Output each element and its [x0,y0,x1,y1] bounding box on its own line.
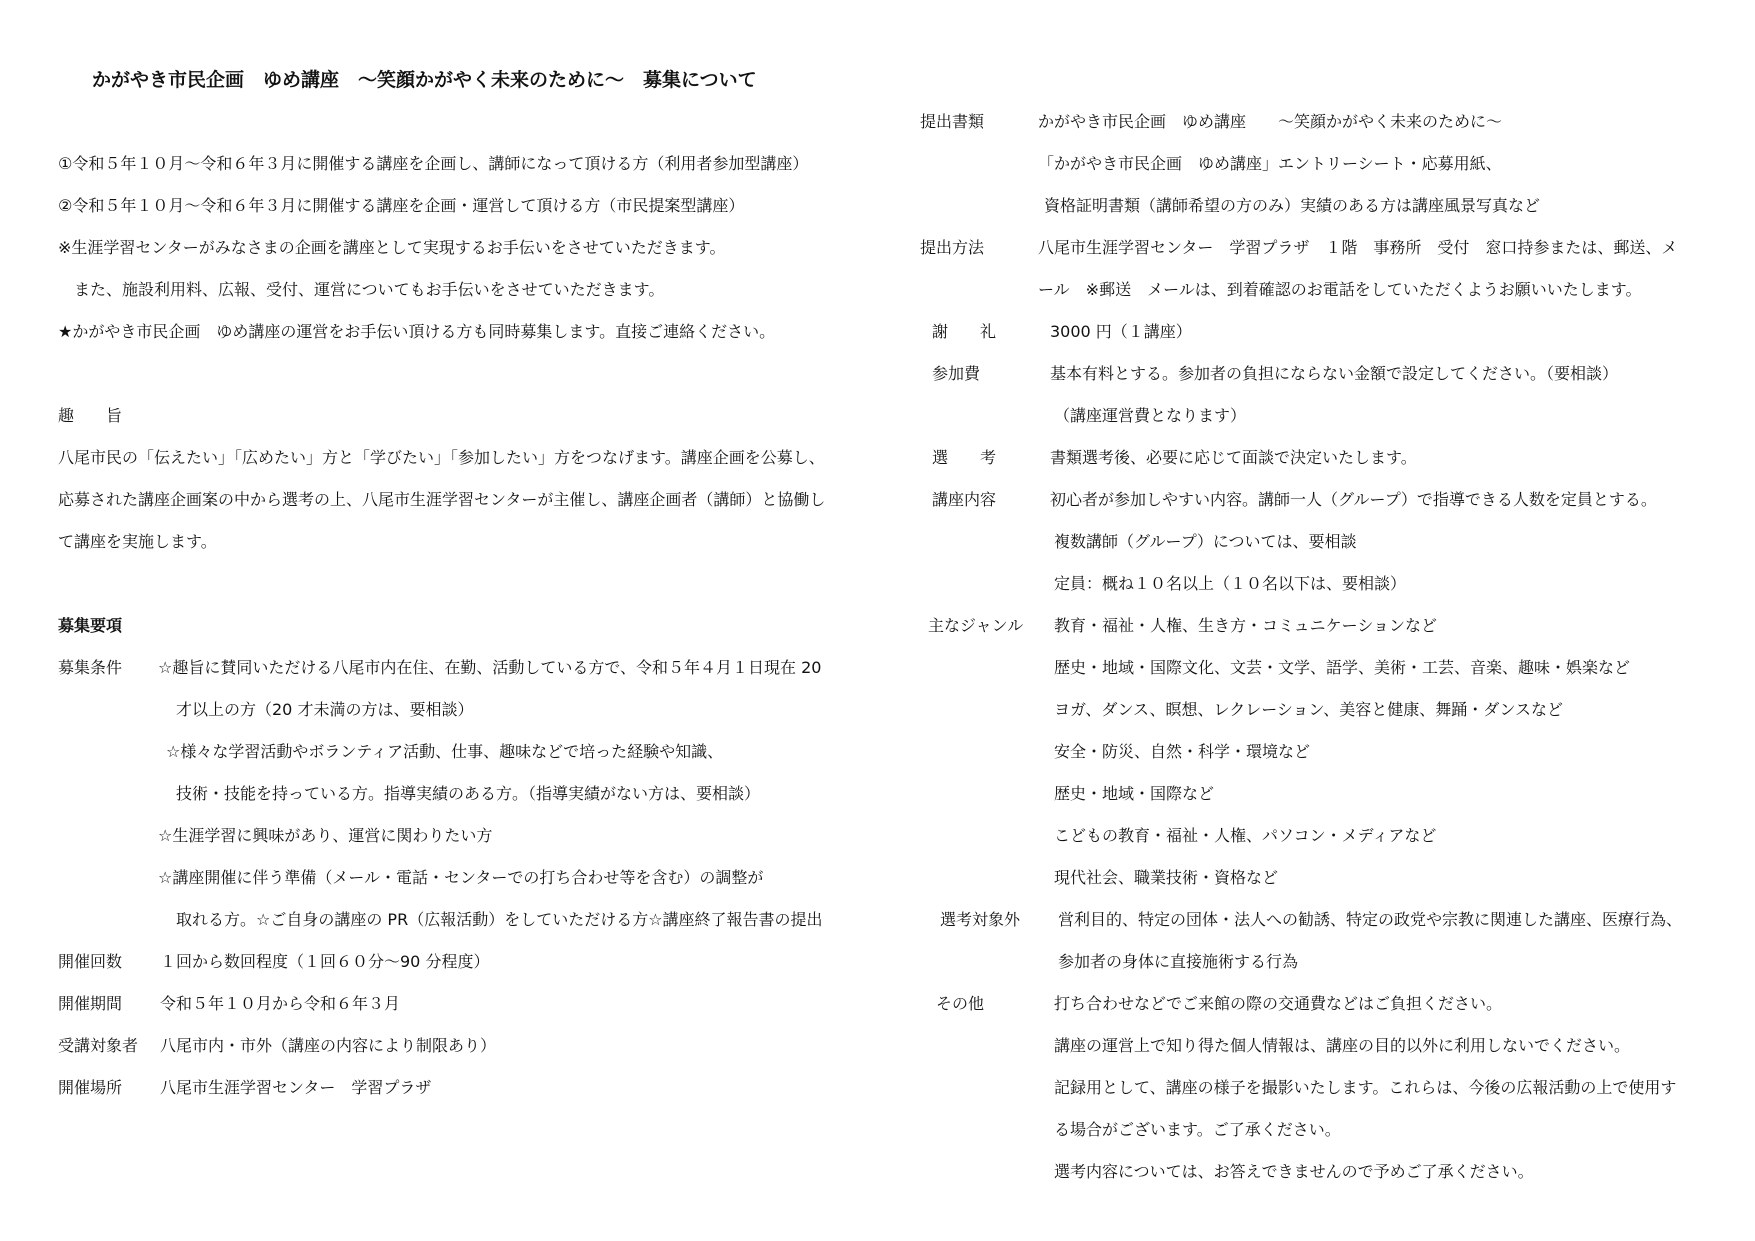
content-line-3: 定員：概ね１０名以上（１０名以下は、要相談） [1054,574,1407,593]
selection-value: 書類選考後、必要に応じて面談で決定いたします。 [1050,448,1417,467]
place-value: 八尾市生涯学習センター 学習プラザ [160,1078,432,1097]
intro-line-4: また、施設利用料、広報、受付、運営についてもお手伝いをさせていただきます。 [58,280,665,299]
intro-line-3: ※生涯学習センターがみなさまの企画を講座として実現するお手伝いをさせていただきます。 [58,238,726,257]
participation-line-1: 基本有料とする。参加者の負担にならない金額で設定してください。（要相談） [1050,364,1619,383]
period-value: 令和５年１０月から令和６年３月 [160,994,401,1013]
place-label: 開催場所 [58,1078,123,1097]
content-label: 講座内容 [932,490,997,509]
documents-label: 提出書類 [920,112,985,131]
page-title: かがやき市民企画 ゆめ講座 ～笑顔かがやく未来のために～ 募集について [92,69,757,91]
genre-line-3: ヨガ、ダンス、瞑想、レクレーション、美容と健康、舞踊・ダンスなど [1054,700,1563,719]
intro-line-5: ★かがやき市民企画 ゆめ講座の運営をお手伝い頂ける方も同時募集します。直接ご連絡ください。 [58,322,776,341]
method-line-1: 八尾市生涯学習センター 学習プラザ １階 事務所 受付 窓口持参または、郵送、メ [1038,238,1678,257]
condition-line-7: 取れる方。☆ご自身の講座の PR（広報活動）をしていただける方☆講座終了報告書の提出 [160,910,823,929]
condition-line-5: ☆生涯学習に興味があり、運営に関わりたい方 [158,826,493,845]
documents-line-3: 資格証明書類（講師希望の方のみ）実績のある方は講座風景写真など [1044,196,1541,215]
condition-line-6: ☆講座開催に伴う準備（メール・電話・センターでの打ち合わせ等を含む）の調整が [158,868,764,887]
documents-line-2: 「かがやき市民企画 ゆめ講座」エントリーシート・応募用紙、 [1038,154,1502,173]
purpose-line-2: 応募された講座企画案の中から選考の上、八尾市生涯学習センターが主催し、講座企画者（講師）と協働し [58,490,826,509]
period-label: 開催期間 [58,994,123,1013]
purpose-line-3: て講座を実施します。 [58,532,217,551]
count-value: １回から数回程度（１回６０分～90 分程度） [160,952,490,971]
intro-line-1: ①令和５年１０月～令和６年３月に開催する講座を企画し、講師になって頂ける方（利用者参加型講座） [58,154,809,173]
condition-line-1: ☆趣旨に賛同いただける八尾市内在住、在勤、活動している方で、令和５年４月１日現在 20 [158,658,822,677]
method-line-2: ール ※郵送 メールは、到着確認のお電話をしていただくようお願いいたします。 [1038,280,1642,299]
fee-label: 謝 礼 [932,322,997,341]
excluded-label: 選考対象外 [940,910,1021,929]
other-label: その他 [936,994,985,1013]
participation-label: 参加費 [932,364,981,383]
other-line-5: 選考内容については、お答えできませんので予めご了承ください。 [1054,1162,1534,1181]
count-label: 開催回数 [58,952,123,971]
content-line-2: 複数講師（グループ）については、要相談 [1054,532,1357,551]
method-label: 提出方法 [920,238,985,257]
target-value: 八尾市内・市外（講座の内容により制限あり） [160,1036,497,1055]
other-line-4: る場合がございます。ご了承ください。 [1054,1120,1341,1139]
conditions-label: 募集条件 [58,658,123,677]
condition-line-3: ☆様々な学習活動やボランティア活動、仕事、趣味などで培った経験や知識、 [166,742,724,761]
other-line-1: 打ち合わせなどでご来館の際の交通費などはご負担ください。 [1054,994,1503,1013]
requirements-heading: 募集要項 [58,616,123,635]
genre-line-5: 歴史・地域・国際など [1054,784,1215,803]
genre-line-1: 教育・福祉・人権、生き方・コミュニケーションなど [1054,616,1438,635]
genre-line-2: 歴史・地域・国際文化、文芸・文学、語学、美術・工芸、音楽、趣味・娯楽など [1054,658,1631,677]
genre-line-4: 安全・防災、自然・科学・環境など [1054,742,1311,761]
selection-label: 選 考 [932,448,997,467]
genre-line-7: 現代社会、職業技術・資格など [1054,868,1279,887]
target-label: 受講対象者 [58,1036,139,1055]
genre-line-6: こどもの教育・福祉・人権、パソコン・メディアなど [1054,826,1437,845]
genres-label: 主なジャンル [928,616,1024,635]
condition-line-2: 才以上の方（20 才未満の方は、要相談） [160,700,474,719]
purpose-heading: 趣 旨 [58,406,123,425]
documents-line-1: かがやき市民企画 ゆめ講座 ～笑顔かがやく未来のために～ [1038,112,1503,131]
excluded-line-2: 参加者の身体に直接施術する行為 [1058,952,1299,971]
condition-line-4: 技術・技能を持っている方。指導実績のある方。（指導実績がない方は、要相談） [160,784,761,803]
intro-line-2: ②令和５年１０月～令和６年３月に開催する講座を企画・運営して頂ける方（市民提案型講座） [58,196,745,215]
purpose-line-1: 八尾市民の「伝えたい」「広めたい」方と「学びたい」「参加したい」方をつなげます。講座企画を公募し、 [58,448,825,467]
excluded-line-1: 営利目的、特定の団体・法人への勧誘、特定の政党や宗教に関連した講座、医療行為、 [1058,910,1683,929]
other-line-2: 講座の運営上で知り得た個人情報は、講座の目的以外に利用しないでください。 [1054,1036,1631,1055]
content-line-1: 初心者が参加しやすい内容。講師一人（グループ）で指導できる人数を定員とする。 [1050,490,1657,509]
other-line-3: 記録用として、講座の様子を撮影いたします。これらは、今後の広報活動の上で使用す [1054,1078,1677,1097]
fee-value: 3000 円（１講座） [1050,322,1192,341]
participation-line-2: （講座運営費となります） [1054,406,1247,425]
